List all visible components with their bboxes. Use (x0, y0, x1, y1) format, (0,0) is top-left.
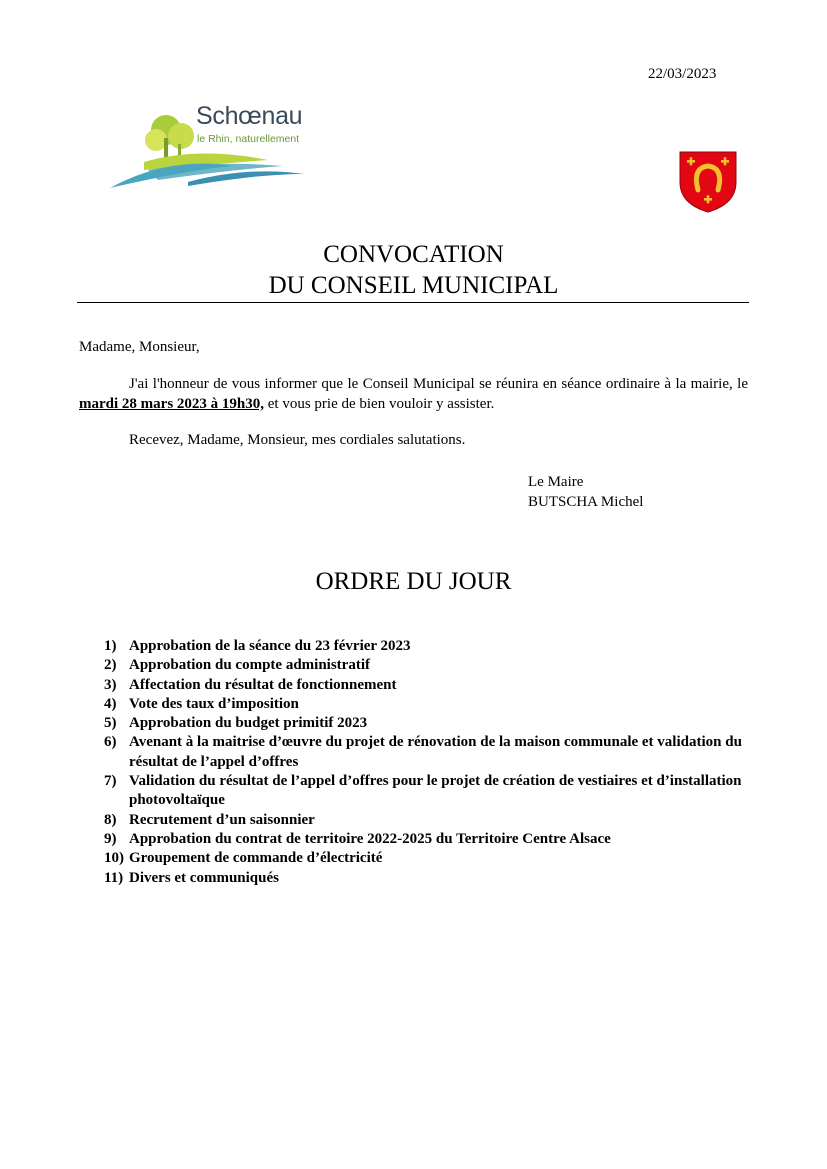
invitation-paragraph (79, 374, 748, 414)
closing-regards: Recevez, Madame, Monsieur, mes cordiales salutations. (129, 432, 466, 448)
invitation-text-after: et vous prie de bien vouloir y assister. (264, 396, 495, 412)
agenda-item: 11) Divers et communiqués (104, 869, 279, 886)
title-divider (77, 302, 749, 303)
agenda-item: 4) Vote des taux d’imposition (104, 695, 299, 712)
horseshoe-crest-icon (678, 150, 738, 214)
title-line-2: DU CONSEIL MUNICIPAL (268, 272, 559, 299)
agenda-title: ORDRE DU JOUR (315, 568, 512, 595)
signature-name: BUTSCHA Michel (528, 494, 644, 510)
agenda-item: 5) Approbation du budget primitif 2023 (104, 715, 368, 732)
document-title (0, 239, 827, 301)
town-logo (108, 100, 318, 196)
meeting-date: mardi 28 mars 2023 à 19h30, (79, 396, 264, 412)
agenda-item: 3) Affectation du résultat de fonctionnement (104, 676, 397, 693)
agenda-item: 9) Approbation du contrat de territoire 2022-2025 du Territoire Centre Alsace (104, 830, 611, 847)
logo-tagline: le Rhin, naturellement (197, 133, 300, 145)
title-line-1: CONVOCATION (323, 241, 504, 268)
agenda-item: 2) Approbation du compte administratif (104, 657, 370, 674)
agenda-item: 6) Avenant à la maitrise d’œuvre du projet de rénovation de la maison communale et validation du résultat de l’appel d’offres (104, 734, 742, 770)
invitation-text-before: J'ai l'honneur de vous informer que le Conseil Municipal se réunira en séance ordinaire à la mairie, le (129, 376, 748, 392)
agenda-item: 10) Groupement de commande d’électricité (104, 850, 383, 867)
signature-role: Le Maire (528, 474, 584, 490)
agenda-item: 8) Recrutement d’un saisonnier (104, 811, 315, 828)
signature-block (528, 472, 643, 512)
agenda-item: 1) Approbation de la séance du 23 février 2023 (104, 638, 411, 654)
logo-name: Schœnau (196, 102, 303, 130)
agenda-list (104, 637, 744, 888)
greeting: Madame, Monsieur, (79, 339, 200, 355)
agenda-item: 7) Validation du résultat de l’appel d’offres pour le projet de création de vestiaires et d’installation photovoltaïque (104, 773, 742, 809)
document-date: 22/03/2023 (648, 66, 717, 82)
